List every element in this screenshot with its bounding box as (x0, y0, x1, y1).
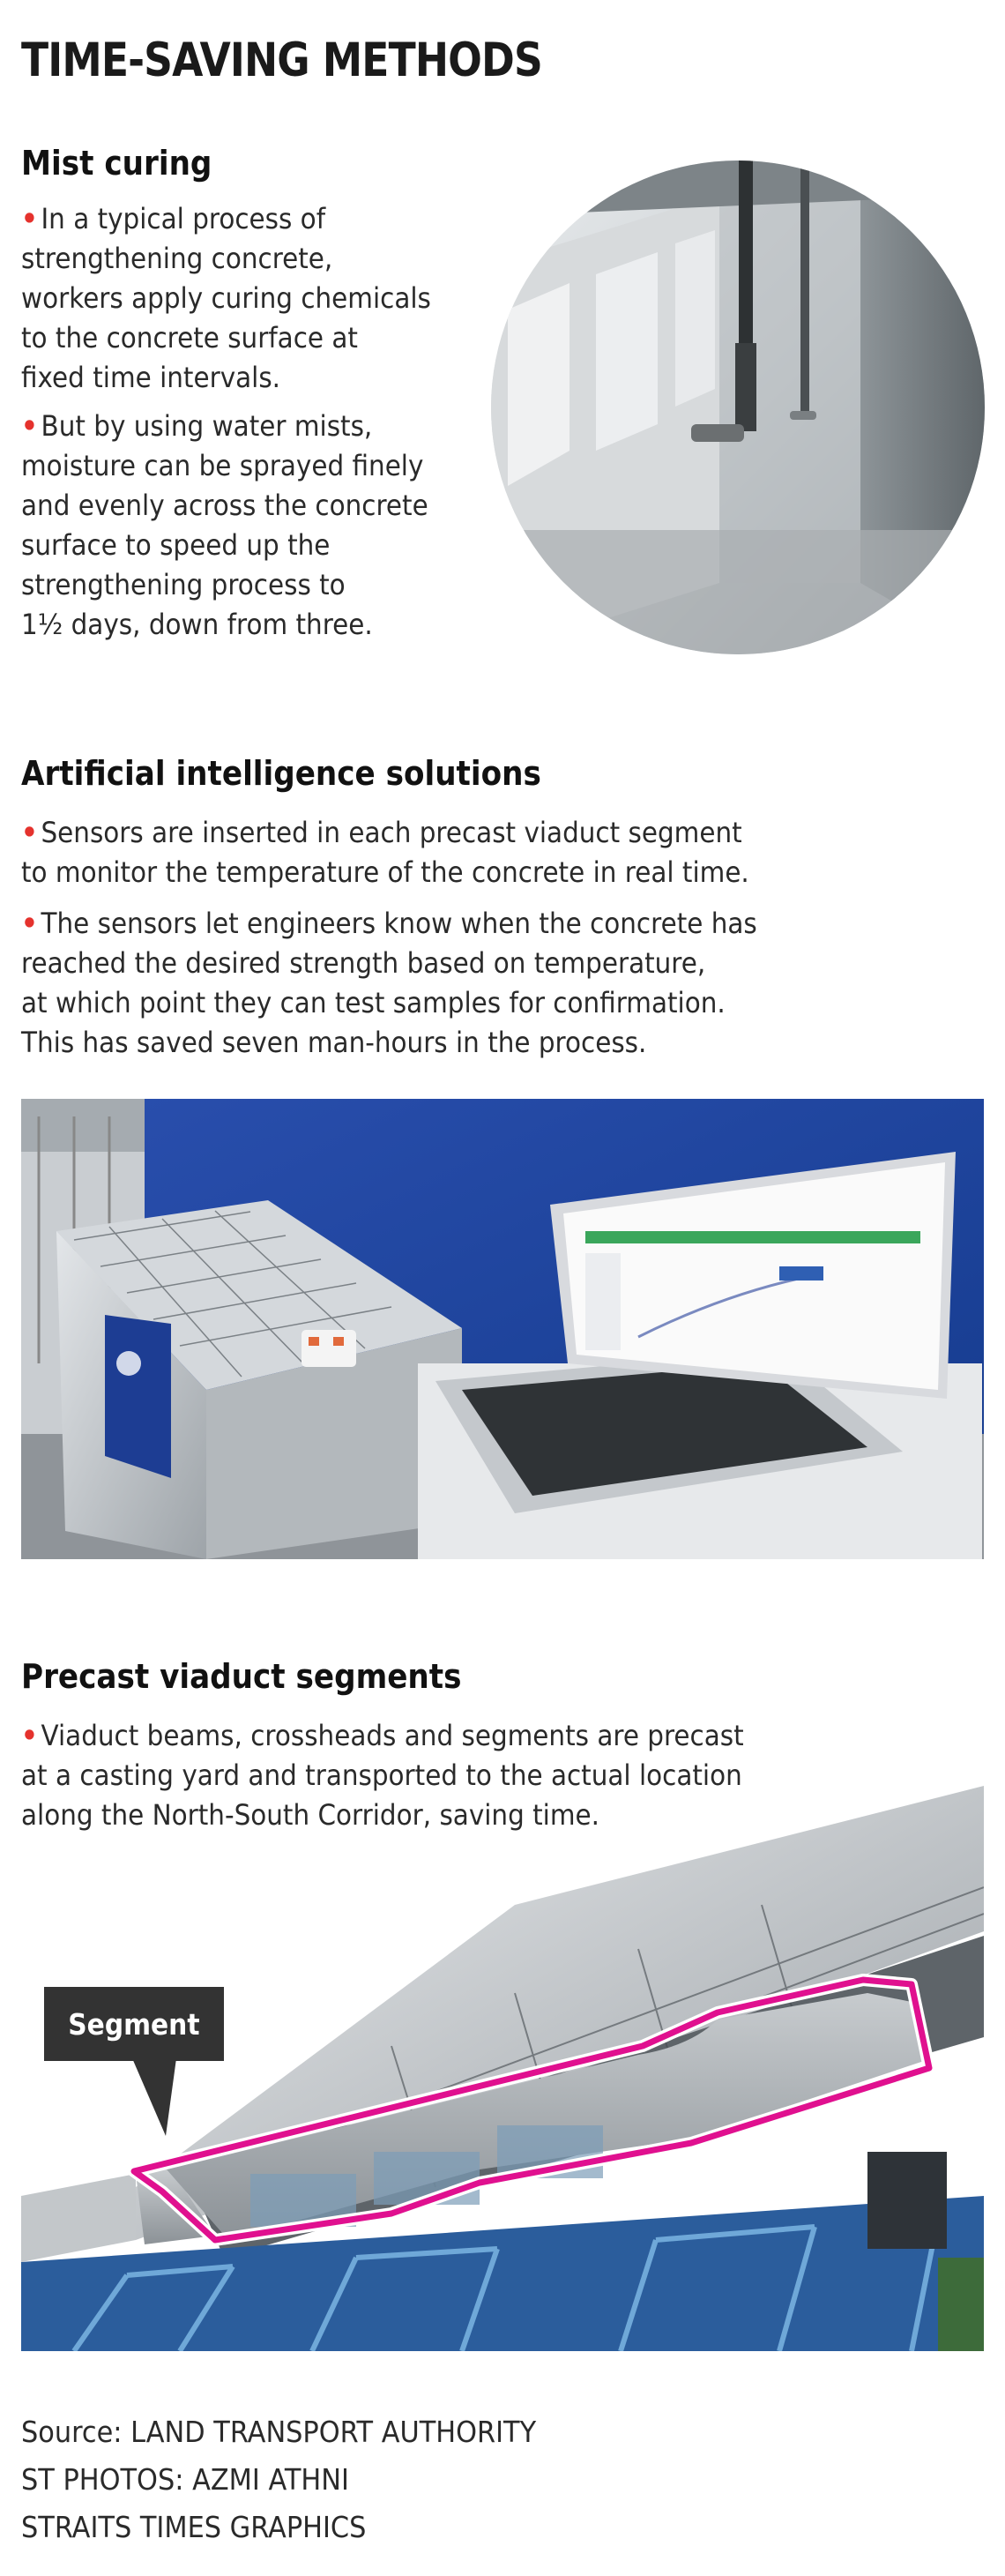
bullet-ai-1: • Sensors are inserted in each precast viaduct segment to monitor the temperature of the concrete in real time. (21, 816, 749, 889)
bullet-dot: • (21, 1719, 38, 1752)
source-credit: Source: LAND TRANSPORT AUTHORITY (21, 2415, 537, 2449)
bullet-precast-1: • Viaduct beams, crossheads and segments are precast at a casting yard and transported to the actual location along the North-South Corridor, saving time. (21, 1719, 744, 1832)
bullet-mist-curing-2: • But by using water mists, moisture can be sprayed finely and evenly across the concrete surface to speed up the strengthening process to 1½ days, down from three. (21, 409, 428, 641)
mist-curing-nozzle-photo (490, 160, 986, 655)
section-heading-mist-curing: Mist curing (21, 144, 212, 183)
section-heading-ai-solutions: Artificial intelligence solutions (21, 754, 541, 793)
callout-pointer (132, 2058, 185, 2138)
section-heading-precast-viaduct: Precast viaduct segments (21, 1657, 462, 1696)
photo-credit: ST PHOTOS: AZMI ATHNI (21, 2462, 349, 2497)
bullet-mist-curing-1: • In a typical process of strengthening concrete, workers apply curing chemicals to the concrete surface at fixed time intervals. (21, 202, 431, 394)
bullet-dot: • (21, 907, 38, 940)
bullet-dot: • (21, 816, 38, 849)
bullet-dot: • (21, 409, 38, 443)
bullet-dot: • (21, 202, 38, 235)
segment-callout-label: Segment (68, 2006, 200, 2042)
page-title: TIME-SAVING METHODS (21, 34, 542, 87)
bullet-ai-2: • The sensors let engineers know when the concrete has reached the desired strength based on temperature, at which point they can test samples for confirmation. This has saved seven man-hours in the process. (21, 907, 757, 1059)
segment-callout (44, 1987, 224, 2061)
sensor-laptop-photo (21, 1099, 984, 1559)
graphics-credit: STRAITS TIMES GRAPHICS (21, 2510, 367, 2544)
